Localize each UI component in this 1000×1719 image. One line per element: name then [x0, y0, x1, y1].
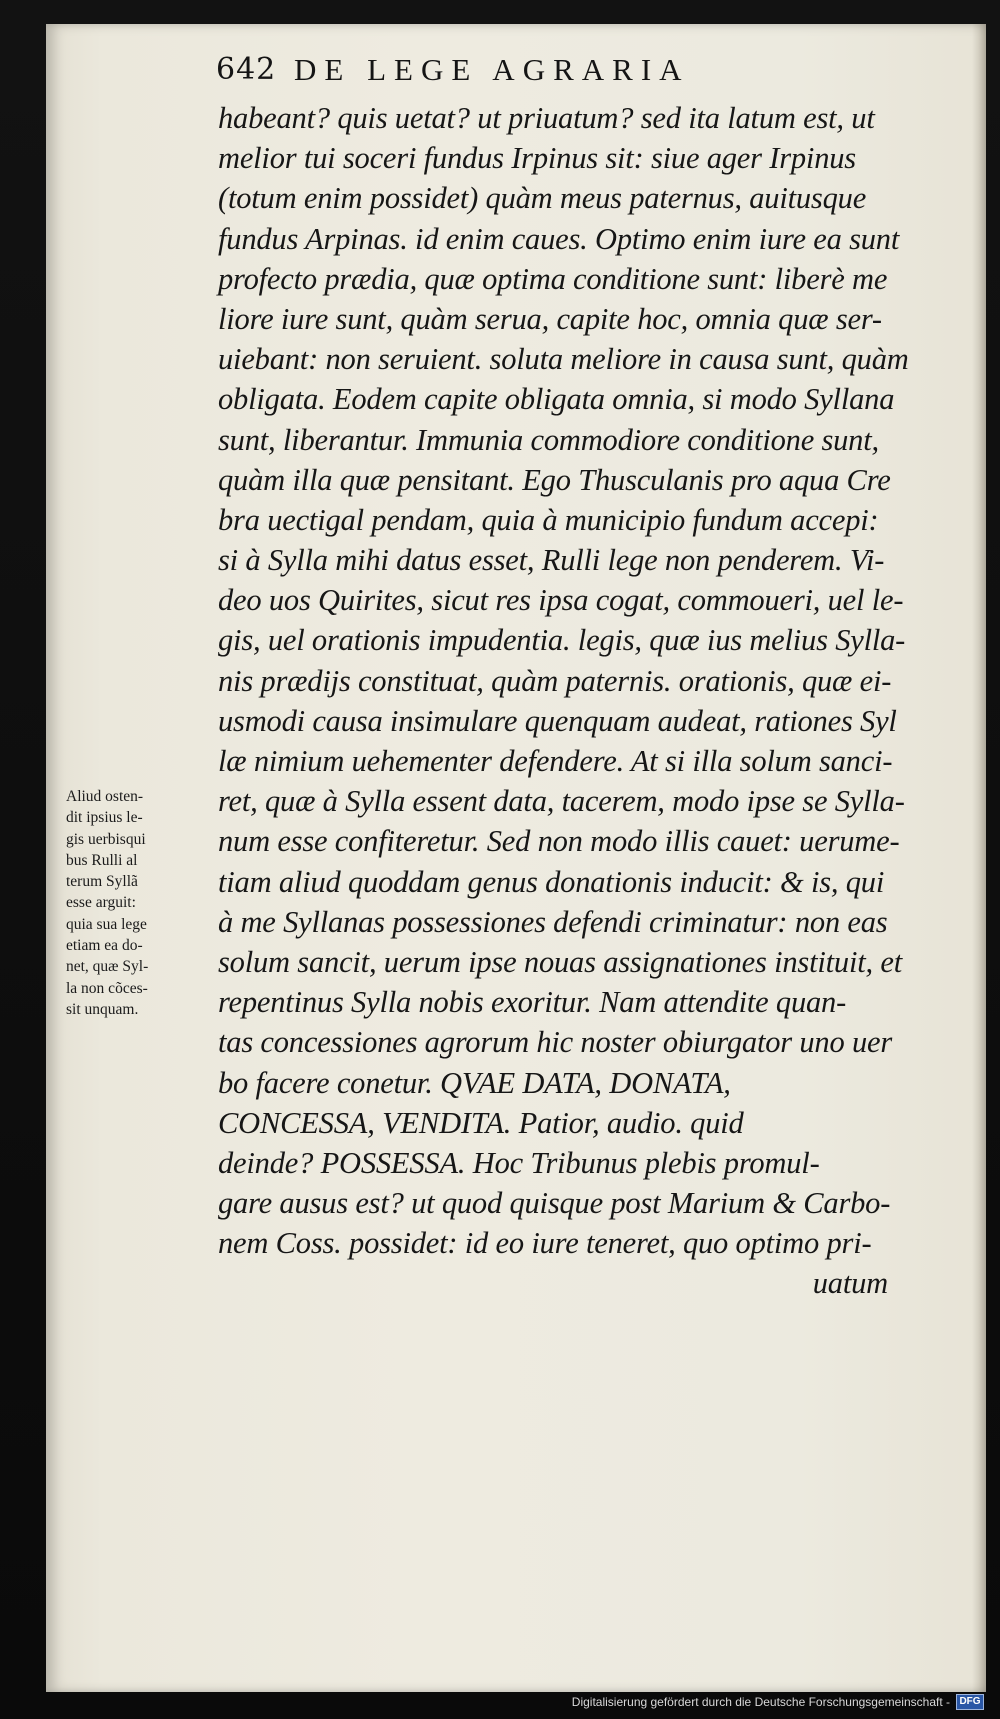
- text-line: nem Coss. possidet: id eo iure teneret, quo optimo pri-: [218, 1226, 872, 1261]
- marginal-note-line: esse arguit:: [66, 894, 136, 912]
- marginal-note-line: Aliud osten-: [66, 788, 144, 805]
- text-line: deinde? POSSESSA. Hoc Tribunus plebis promul-: [218, 1145, 820, 1180]
- marginal-note-line: la non cõces-: [66, 979, 148, 997]
- credit-text: Digitalisierung gefördert durch die Deutsche Forschungsgemeinschaft -: [571, 1695, 950, 1709]
- text-line: bo facere conetur. QVAE DATA, DONATA,: [218, 1065, 731, 1100]
- text-line: obligata. Eodem capite obligata omnia, si modo Syllana: [218, 382, 895, 417]
- marginal-note: [66, 786, 206, 1020]
- marginal-note-line: terum Syllã: [66, 873, 138, 891]
- marginal-note-line: bus Rulli al: [66, 851, 138, 869]
- dfg-logo-icon: DFG: [956, 1694, 984, 1710]
- digitization-credit: [572, 1693, 984, 1711]
- text-line: gare ausus est? ut quod quisque post Marium & Carbo-: [218, 1186, 891, 1221]
- text-line: læ nimium uehementer defendere. At si illa solum sanci-: [218, 744, 893, 778]
- marginal-note-line: net, quæ Syl-: [66, 958, 149, 976]
- marginal-note-line: dit ipsius le-: [66, 809, 143, 827]
- text-line: profecto prædia, quæ optima conditione sunt: liberè me: [218, 261, 888, 296]
- text-line: bra uectigal pendam, quia à municipio fundum accepi:: [218, 502, 879, 537]
- running-title: DE LEGE AGRARIA: [294, 52, 690, 87]
- text-line: melior tui soceri fundus Irpinus sit: siue ager Irpinus: [218, 141, 856, 176]
- page-edge-shadow: [972, 24, 986, 1692]
- marginal-note-line: sit unquam.: [66, 1000, 139, 1018]
- main-text-block: [218, 98, 909, 1304]
- marginal-note-line: etiam ea do-: [66, 937, 143, 955]
- text-line: tiam aliud quoddam genus donationis inducit: & is, qui: [218, 864, 885, 899]
- text-line: si à Sylla mihi datus esset, Rulli lege non penderem. Vi-: [218, 543, 885, 578]
- text-line: ret, quæ à Sylla essent data, tacerem, modo ipse se Sylla-: [218, 784, 905, 819]
- page-header: [216, 52, 836, 98]
- text-line: habeant? quis uetat? ut priuatum? sed ita latum est, ut: [218, 101, 875, 135]
- text-line: (totum enim possidet) quàm meus paternus, auitusque: [218, 181, 867, 216]
- text-line: repentinus Sylla nobis exoritur. Nam attendite quan-: [218, 985, 847, 1020]
- text-line: uiebant: non seruient. soluta meliore in causa sunt, quàm: [218, 342, 909, 377]
- text-line: tas concessiones agrorum hic noster obiurgator uno uer: [218, 1025, 893, 1060]
- text-line: à me Syllanas possessiones defendi criminatur: non eas: [218, 904, 888, 939]
- text-line: usmodi causa insimulare quenquam audeat, rationes Syl: [218, 703, 897, 738]
- page-number: 642: [216, 52, 277, 87]
- text-line: nis prædijs constituat, quàm paternis. orationis, quæ ei-: [218, 663, 892, 698]
- text-line: liore iure sunt, quàm serua, capite hoc, omnia quæ ser-: [218, 301, 882, 336]
- text-line: gis, uel orationis impudentia. legis, quæ ius melius Sylla-: [218, 623, 906, 658]
- marginal-note-line: quia sua lege: [66, 915, 147, 933]
- text-line: deo uos Quirites, sicut res ipsa cogat, commoueri, uel le-: [218, 583, 904, 618]
- catchword: uatum: [812, 1266, 888, 1301]
- text-line: fundus Arpinas. id enim caues. Optimo enim iure ea sunt: [218, 221, 900, 256]
- text-line: quàm illa quæ pensitant. Ego Thusculanis pro aqua Cre: [218, 462, 891, 497]
- text-line: CONCESSA, VENDITA. Patior, audio. quid: [218, 1105, 744, 1140]
- text-line: sunt, liberantur. Immunia commodiore conditione sunt,: [218, 422, 879, 457]
- text-line: num esse confiteretur. Sed non modo illis cauet: uerume-: [218, 824, 900, 859]
- text-line: solum sancit, uerum ipse nouas assignationes instituit, et: [218, 944, 902, 979]
- marginal-note-line: gis uerbisqui: [66, 830, 146, 848]
